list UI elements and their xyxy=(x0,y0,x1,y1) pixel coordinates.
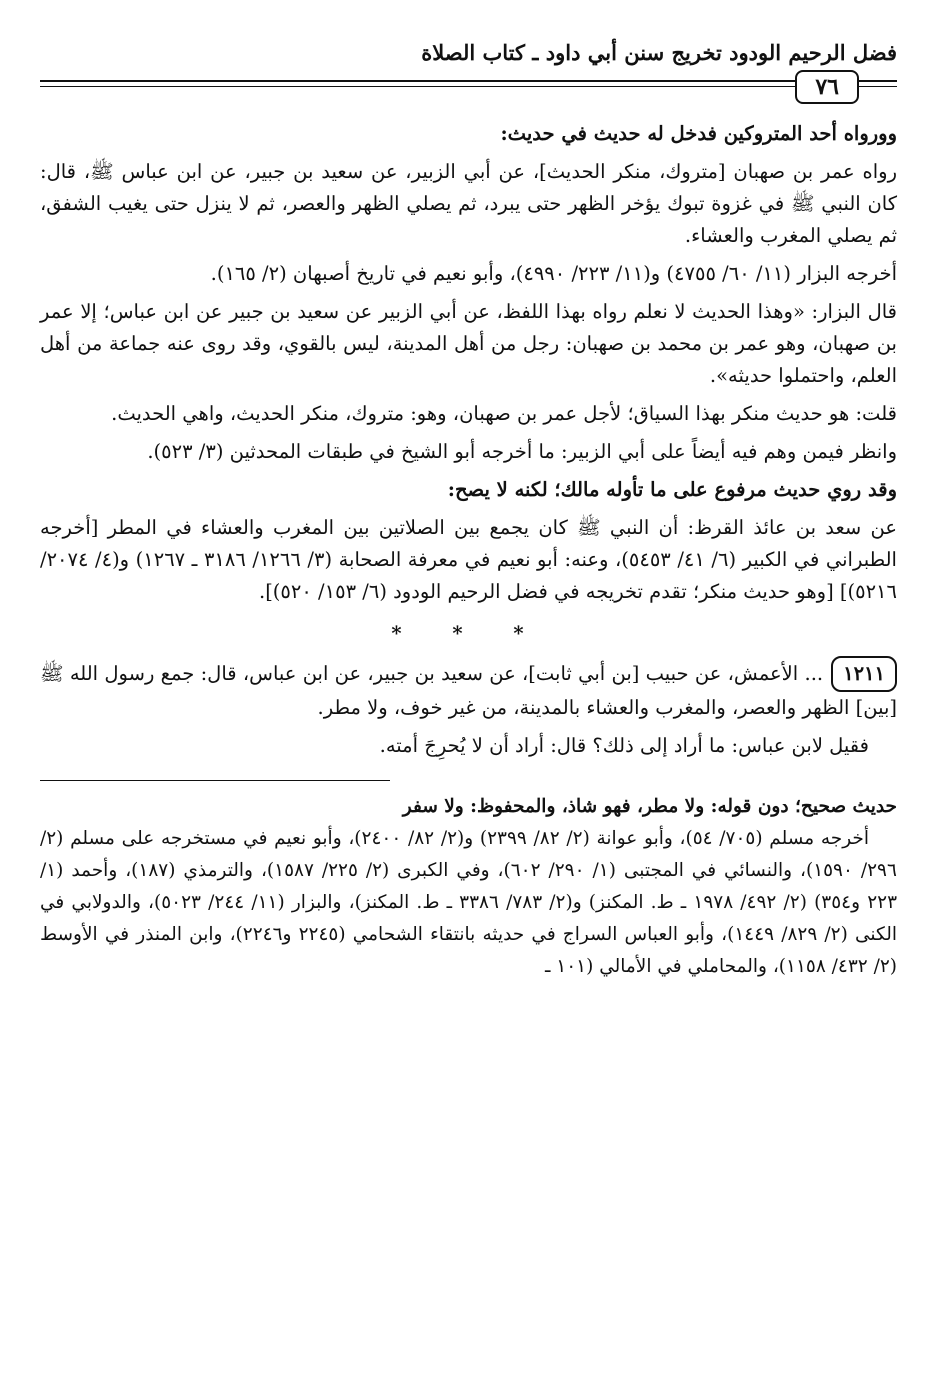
footnote-divider xyxy=(40,780,390,781)
hadith-paragraph xyxy=(40,656,897,724)
paragraph: أخرجه البزار (١١/ ٦٠/ ٤٧٥٥) و(١١/ ٢٢٣/ ٤٩٩٠)، وأبو نعيم في تاريخ أصبهان (٢/ ١٦٥). xyxy=(210,262,897,285)
footnote-heading: حديث صحيح؛ دون قوله: ولا مطر، فهو شاذ، والمحفوظ: ولا سفر xyxy=(402,796,897,817)
paragraph: وانظر فيمن وهم فيه أيضاً على أبي الزبير: ما أخرجه أبو الشيخ في طبقات المحدثين (٣/ ٥٢٣). xyxy=(147,440,897,463)
hadith-text: ... الأعمش، عن حبيب [بن أبي ثابت]، عن سعيد بن جبير، عن ابن عباس، قال: جمع رسول الله ﷺ [بين] الظهر والعصر، والمغرب والعشاء بالمدينة، من غير خوف، ولا مطر. xyxy=(40,662,897,719)
paragraph: عن سعد بن عائذ القرظ: أن النبي ﷺ كان يجمع بين الصلاتين بين المغرب والعشاء في المطر [أخرجه الطبراني في الكبير (٦/ ٤١/ ٥٤٥٣)، وعنه: أبو نعيم في معرفة الصحابة (٣/ ١٢٦٦/ ٣١٨٦ ـ ١٢٦٧) و(٤/ ٢٠٧٤/ ٥٢١٦)] [وهو حديث منكر؛ تقدم تخريجه في فضل الرحيم الودود (٦/ ١٥٣/ ٥٢٠)]. xyxy=(40,516,897,603)
page-header xyxy=(40,40,897,118)
page-number-badge: ٧٦ xyxy=(795,70,859,104)
paragraph: فقيل لابن عباس: ما أراد إلى ذلك؟ قال: أراد أن لا يُحرِجَ أمته. xyxy=(379,734,869,757)
footnote-text: أخرجه مسلم (٧٠٥/ ٥٤)، وأبو عوانة (٢/ ٨٢/ ٢٣٩٩) و(٢/ ٨٢/ ٢٤٠٠)، وأبو نعيم في مستخرجه على مسلم (٢/ ٢٩٦/ ١٥٩٠)، والنسائي في المجتبى (١/ ٢٩٠/ ٦٠٢)، وفي الكبرى (٢/ ٢٢٥/ ١٥٨٧)، والترمذي (١٨٧)، وأحمد (١/ ٢٢٣ و٣٥٤) (٢/ ٤٩٢/ ١٩٧٨ ـ ط. المكنز) و(٢/ ٧٨٣/ ٣٣٨٦ ـ ط. المكنز)، والبزار (١١/ ٢٤٤/ ٥٠٢٣)، والدولابي في الكنى (٢/ ٨٢٩/ ١٤٤٩)، وأبو العباس السراج في حديثه بانتقاء الشحامي (٢٢٤٥ و٢٢٤٦)، وابن المنذر في الأوسط (٢/ ٤٣٢/ ١١٥٨)، والمحاملي في الأمالي (١٠١ ـ xyxy=(40,828,898,977)
paragraph: قلت: هو حديث منكر بهذا السياق؛ لأجل عمر بن صهبان، وهو: متروك، منكر الحديث، واهي الحديث. xyxy=(111,402,897,425)
section-separator: * * * xyxy=(391,622,546,645)
header-rule-thin xyxy=(40,86,897,87)
paragraph: رواه عمر بن صهبان [متروك، منكر الحديث]، عن أبي الزبير، عن سعيد بن جبير، عن ابن عباس ﷺ، قال: كان النبي ﷺ في غزوة تبوك يؤخر الظهر حتى يبرد، ثم يصلي الظهر والعصر، ثم لا ينزل حتى يغيب الشفق، ثم يصلي المغرب والعشاء. xyxy=(40,160,897,247)
main-text xyxy=(40,118,897,762)
footnote xyxy=(40,791,897,983)
hadith-number-badge: ١٢١١ xyxy=(831,656,897,692)
running-title: فضل الرحيم الودود تخريج سنن أبي داود ـ كتاب الصلاة xyxy=(421,40,897,65)
paragraph: وقد روي حديث مرفوع على ما تأوله مالك؛ لكنه لا يصح: xyxy=(447,478,897,501)
paragraph: وورواه أحد المتروكين فدخل له حديث في حديث: xyxy=(500,122,897,145)
book-page xyxy=(40,40,897,1360)
header-rule xyxy=(40,80,897,82)
paragraph: قال البزار: «وهذا الحديث لا نعلم رواه بهذا اللفظ، عن أبي الزبير عن سعيد بن جبير عن ابن عباس؛ إلا عمر بن صهبان، وهو عمر بن محمد بن صهبان: رجل من أهل المدينة، ليس بالقوي، وقد روى عنه جماعة من أهل العلم، واحتملوا حديثه». xyxy=(40,300,897,387)
